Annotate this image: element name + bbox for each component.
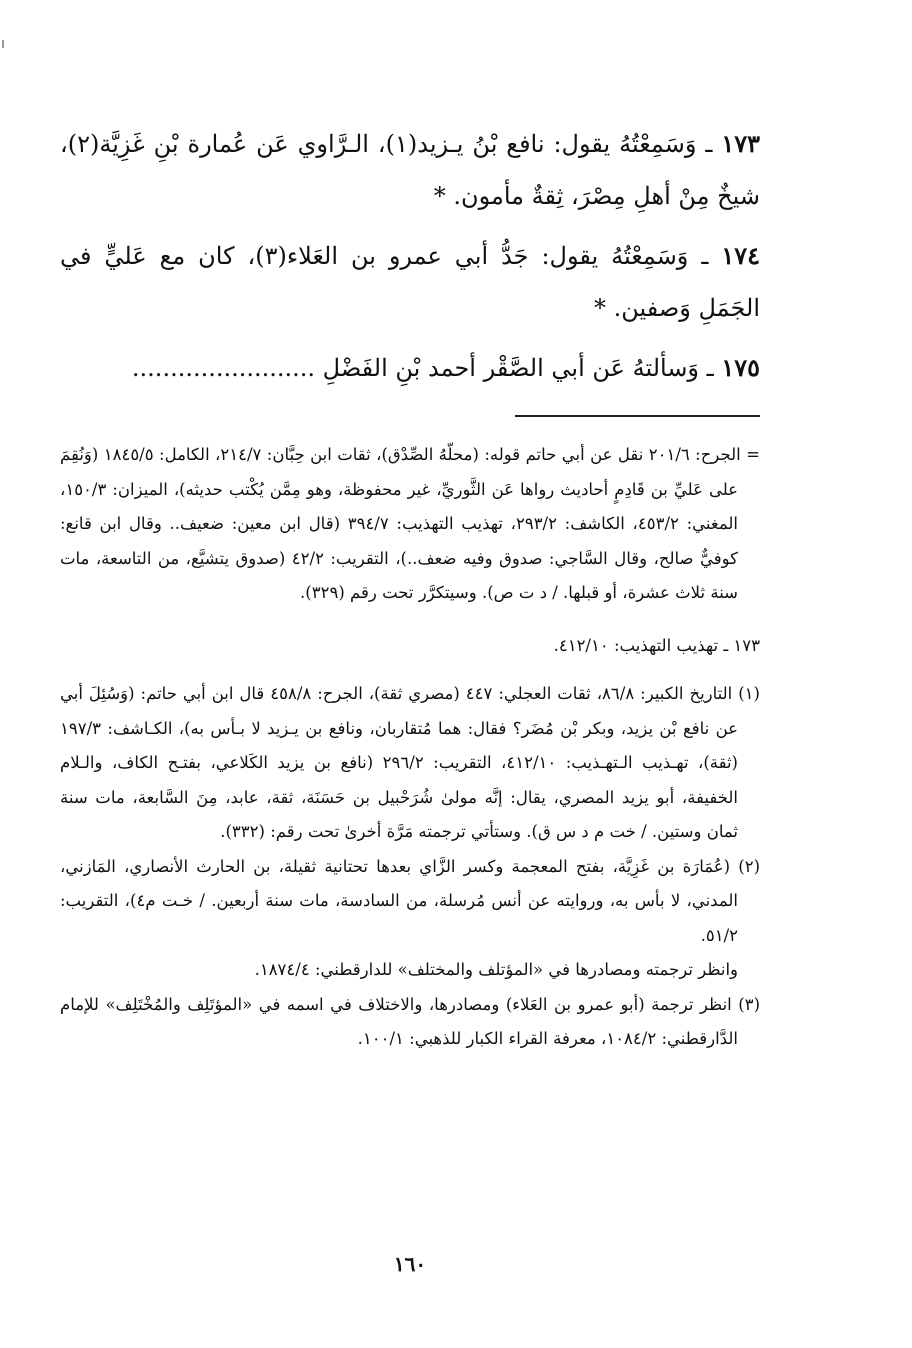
entry-text: ـ وَسَمِعْتُهُ يقول: جَدُّ أبي عمرو بن العَلاء(٣)، كان مع عَليٍّ في الجَمَلِ وَصفين. * bbox=[60, 242, 760, 322]
footnote-1: (١) التاريخ الكبير: ٨٦/٨، ثقات العجلي: ٤٤٧ (مصري ثقة)، الجرح: ٤٥٨/٨ قال ابن أبي حاتم: (وَسُئِلَ أبي عن نافع بْن يزيد، وبكر بْن مُضَر؟ فقال: هما مُتقاربان، ونافع بن يـزيد لا بـأس به)، الكـاشف: ١٩٧/٣ (ثقة)، تهـذيب الـتهـذيب: ٤١٢/١٠، التقريب: ٢٩٦/٢ (نافع بن يزيد الكَلاعي، بفتـح الكاف، والـلام الخفيفة، أبو يزيد المصري، يقال: إنَّه مولىٰ شُرَحْبيل بن حَسَنَة، ثقة، عابد، مِنَ السَّابعة، مات سنة ثمان وستين. / خت م د س ق). وستأتي ترجمته مَرَّة أخرىٰ تحت رقم: (٣٣٢). bbox=[60, 684, 760, 841]
page-number: ١٦٠ bbox=[393, 1252, 427, 1276]
main-text bbox=[60, 118, 760, 402]
footnote-continued: = الجرح: ٢٠١/٦ نقل عن أبي حاتم قوله: (محلّهُ الصِّدْق)، ثقات ابن حِبَّان: ٢١٤/٧، الكامل: ١٨٤٥/٥ (وَنُقِمَ على عَليِّ بن قَادِمٍ أحاديث رواها عَن الثَّوريِّ، غير محفوظة، وهو مِمَّن يُكْتب حديثه)، الميزان: ١٥٠/٣، المغني: ٤٥٣/٢، الكاشف: ٢٩٣/٢، تهذيب التهذيب: ٣٩٤/٧ (قال ابن معين: ضعيف.. وقال ابن قانع: كوفيٌّ صالح، وقال السَّاجي: صدوق وفيه ضعف..)، التقريب: ٤٢/٢ (صدوق يتشيَّع، من التاسعة، مات سنة ثلاث عشرة، أو قبلها. / د ت ص). وسيتكرَّر تحت رقم (٣٢٩). bbox=[60, 445, 760, 602]
footnote-separator bbox=[515, 415, 760, 417]
entry-text: ـ وَسَمِعْتُهُ يقول: نافع بْنُ يـزيد(١)، الـرَّاوي عَن عُمارة بْنِ غَزِيَّة(٢)، شيخٌ مِنْ أهلِ مِصْرَ، ثِقةٌ مأمون. * bbox=[60, 130, 760, 210]
entry-number: ١٧٤ bbox=[721, 241, 760, 270]
footnote-3: (٣) انظر ترجمة (أبو عمرو بن العَلاء) ومصادرها، والاختلاف في اسمه في «المؤتَلِف والمُخْتَلِف» للإمام الدَّارقطني: ١٠٨٤/٢، معرفة القراء الكبار للذهبي: ١٠٠/١. bbox=[60, 994, 760, 1048]
entry-175 bbox=[60, 342, 760, 394]
entry-number: ١٧٥ bbox=[721, 353, 760, 382]
margin-mark bbox=[2, 40, 4, 48]
footnote-2: (٢) (عُمَارَة بن غَزِيَّة، بفتح المعجمة وكسر الزَّاي بعدها تحتانية ثقيلة، بن الحارث الأنصاري، المَازني، المدني، لا بأس به، وروايته عن أنس مُرسلة، من السادسة، مات سنة أربعين. / خـت م٤)، التقريب: ٥١/٢. bbox=[60, 856, 760, 945]
entry-174 bbox=[60, 230, 760, 334]
footnote-entry-heading: ١٧٣ ـ تهذيب التهذيب: ٤١٢/١٠. bbox=[553, 635, 760, 655]
entry-number: ١٧٣ bbox=[721, 129, 760, 158]
footnotes bbox=[60, 438, 760, 1057]
entry-text: ـ وَسألتهُ عَن أبي الصَّقْر أحمد بْنِ الفَضْلِ bbox=[322, 354, 714, 382]
footnote-2-addendum: وانظر ترجمته ومصادرها في «المؤتلف والمختلف» للدارقطني: ١٨٧٤/٤. bbox=[254, 960, 738, 979]
entry-173 bbox=[60, 118, 760, 222]
continuation-dots: ........................ bbox=[131, 354, 316, 382]
